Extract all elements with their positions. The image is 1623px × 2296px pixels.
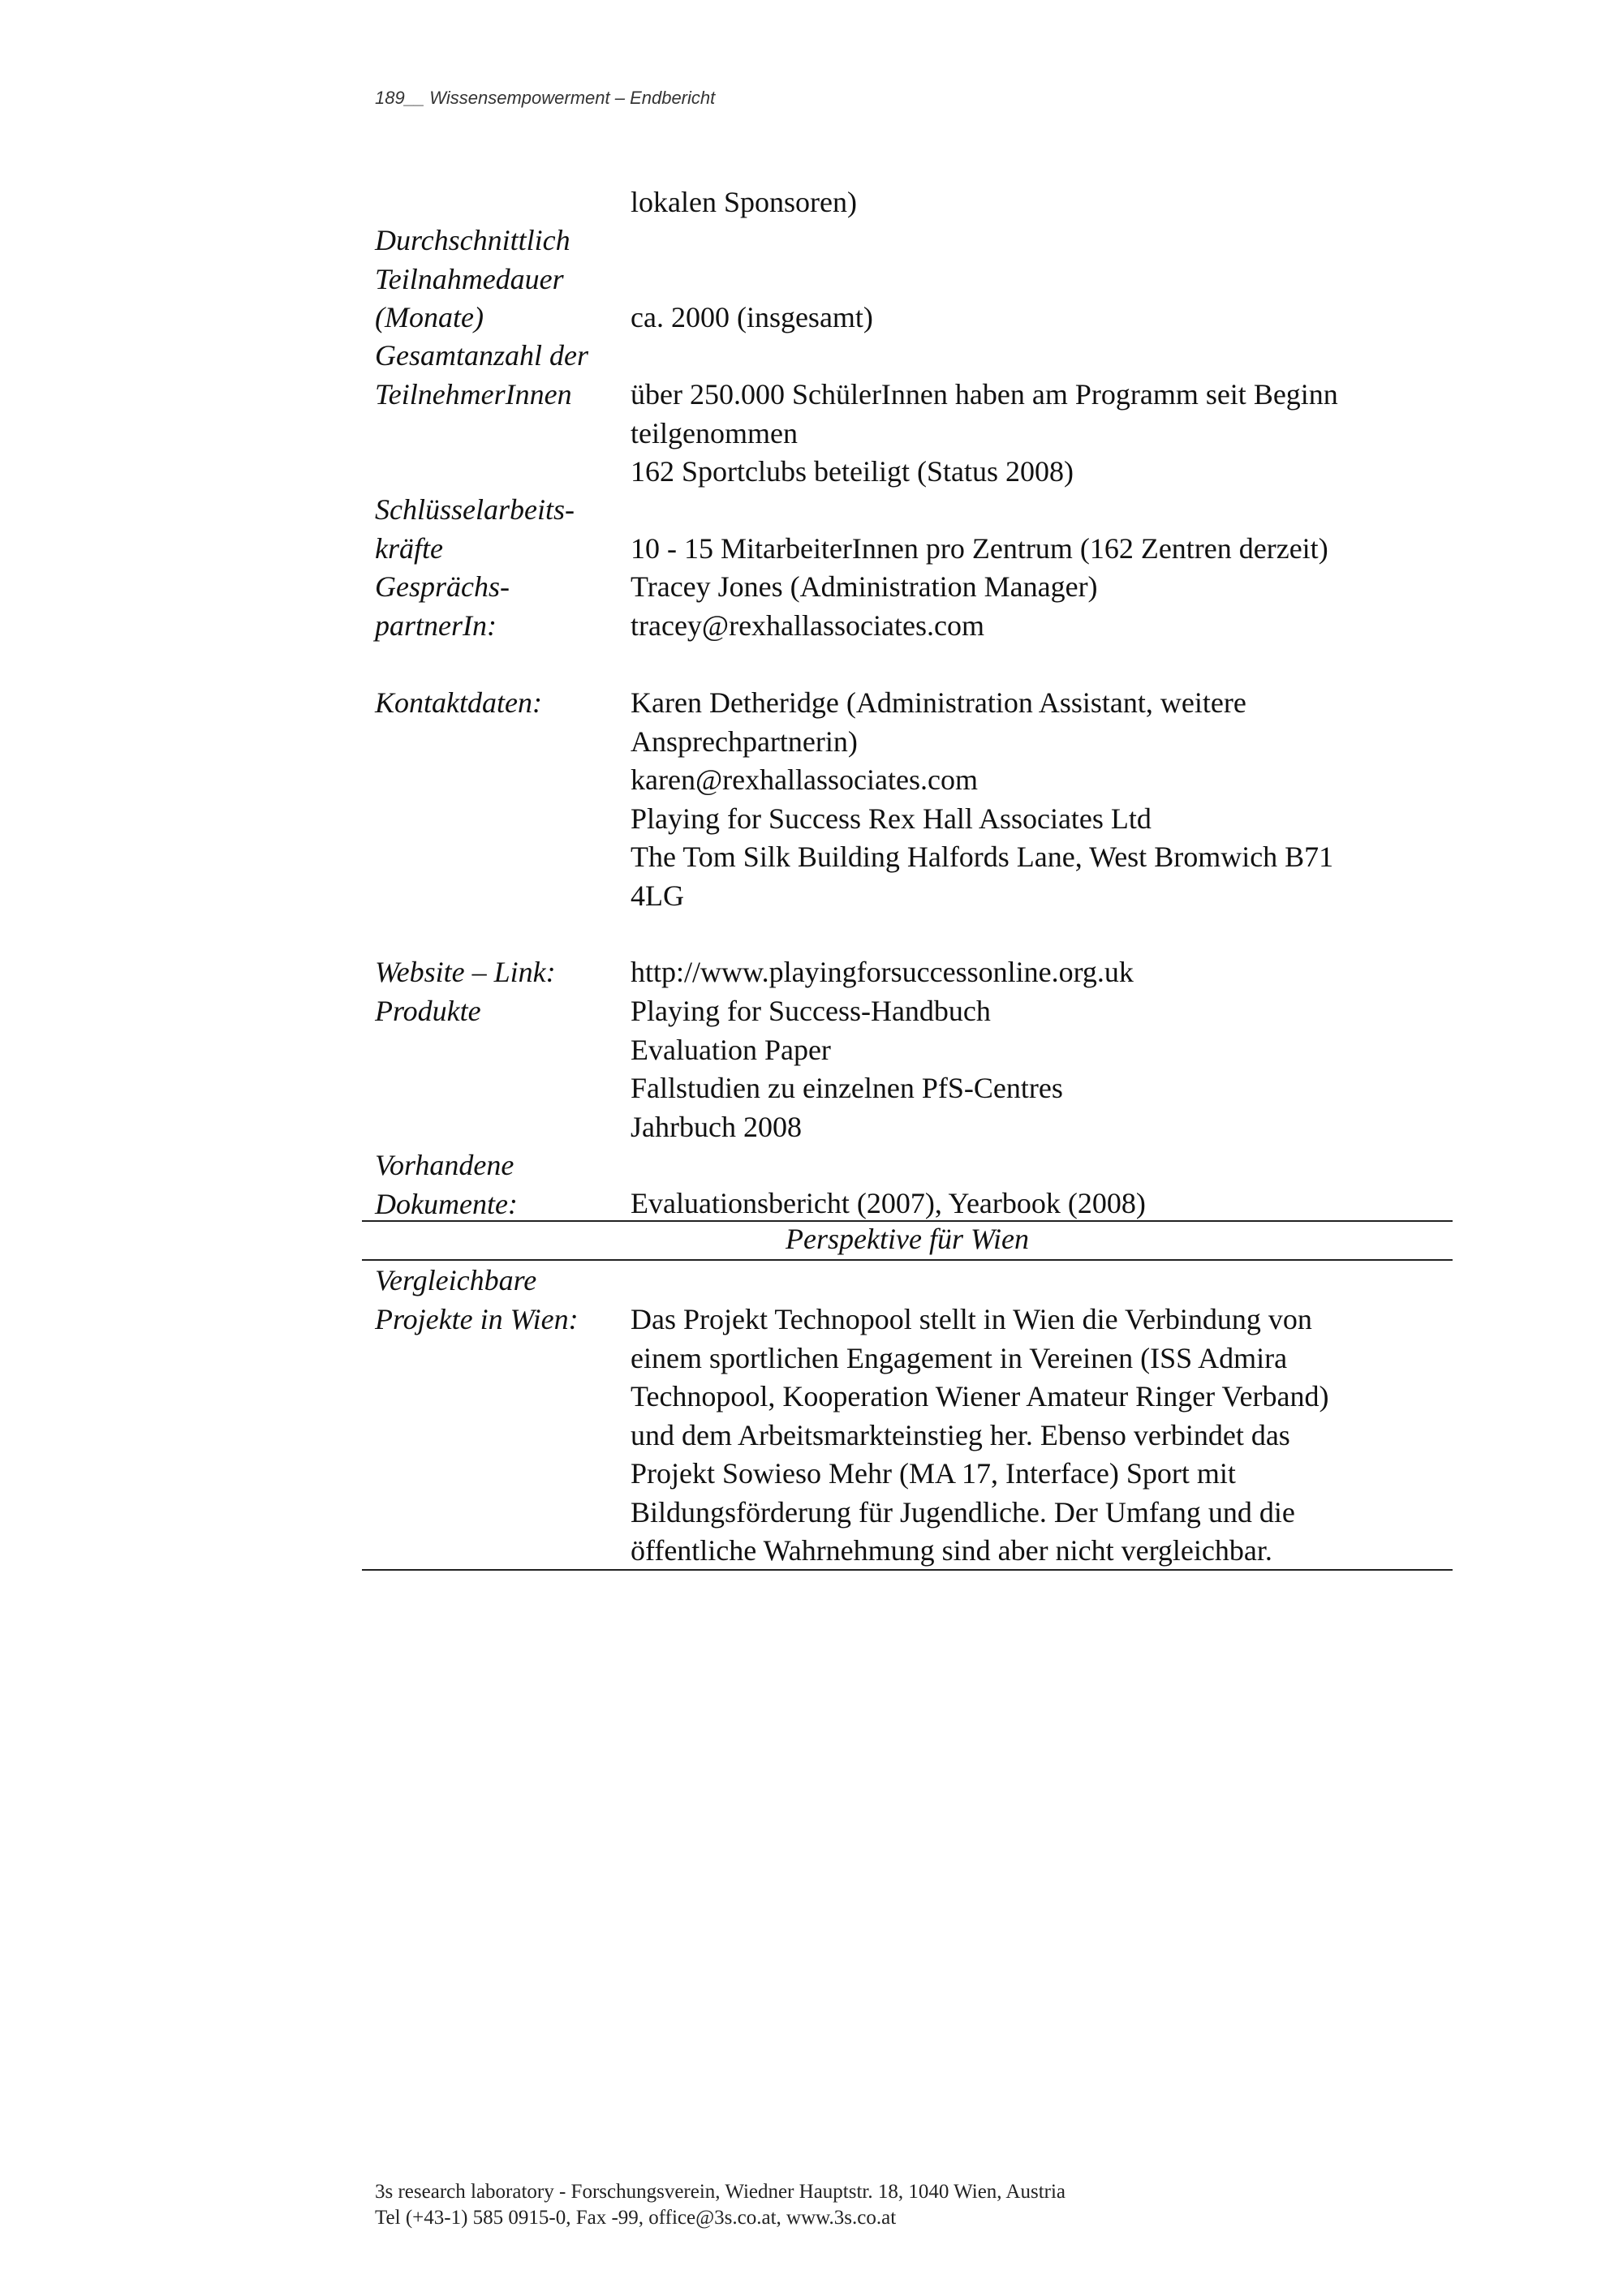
label-gespraechspartner: Gesprächs- partnerIn:	[375, 570, 510, 642]
section-title: Perspektive für Wien	[786, 1223, 1029, 1255]
label-website: Website – Link:	[375, 956, 556, 988]
value-durchschnitt: ca. 2000 (insgesamt)	[631, 301, 873, 333]
email-karen: karen@rexhallassociates.com	[631, 763, 978, 796]
website-link[interactable]: http://www.playingforsuccessonline.org.uk	[631, 956, 1134, 988]
label-produkte: Produkte	[375, 995, 481, 1027]
label-dokumente: Vorhandene Dokumente:	[375, 1149, 518, 1220]
value-gesamtanzahl: über 250.000 SchülerInnen haben am Programm seit Beginn teilgenommen 162 Sportclubs beteiligt (Status 2008)	[631, 378, 1338, 488]
table-rule-middle	[362, 1259, 1453, 1261]
footer-address: 3s research laboratory - Forschungsverein, Wiedner Hauptstr. 18, 1040 Wien, Austria	[375, 2181, 1066, 2203]
email-tracey: tracey@rexhallassociates.com	[631, 608, 984, 642]
label-schluesselarbeitskraefte: Schlüsselarbeits- kräfte	[375, 493, 575, 565]
page-header: 189__ Wissensempowerment – Endbericht	[375, 88, 716, 108]
value-website	[631, 953, 1410, 992]
footer-contact: Tel (+43-1) 585 0915-0, Fax -99, office@3s.co.at, www.3s.co.at	[375, 2207, 897, 2229]
table-rule-bottom	[362, 1569, 1453, 1571]
page-footer	[375, 2179, 1065, 2231]
label-durchschnitt: Durchschnittlich Teilnahmedauer (Monate)	[375, 224, 570, 333]
value-schluesselarbeitskraefte: 10 - 15 MitarbeiterInnen pro Zentrum (162 Zentren derzeit)	[631, 532, 1328, 565]
label-vergleichbare-projekte: Vergleichbare Projekte in Wien:	[375, 1264, 579, 1335]
value-gespraechspartner: Tracey Jones (Administration Manager) tracey@rexhallassociates.com	[631, 568, 1410, 645]
value-vergleichbare-projekte: Das Projekt Technopool stellt in Wien die Verbindung von einem sportlichen Engagement in Vereinen (ISS Admira Technopool, Kooperation Wiener Amateur Ringer Verband) und dem Arbeitsmarkteinstieg her. Ebenso verbindet das Projekt Sowieso Mehr (MA 17, Interface) Sport mit Bildungsförderung für Jugendliche. Der Umfang und die öffentliche Wahrnehmung sind aber nicht vergleichbar.	[631, 1303, 1329, 1567]
label-kontaktdaten: Kontaktdaten:	[375, 686, 542, 719]
label-gesamtanzahl: Gesamtanzahl der TeilnehmerInnen	[375, 339, 588, 411]
value-kontaktdaten: Karen Detheridge (Administration Assistant, weitere Ansprechpartnerin) karen@rexhallassociates.com Playing for Success Rex Hall Associates Ltd The Tom Silk Building Halfords Lane, West Bromwich B71 4LG	[631, 684, 1410, 915]
continued-value: lokalen Sponsoren)	[631, 186, 857, 218]
value-dokumente: Evaluationsbericht (2007), Yearbook (2008)	[631, 1187, 1146, 1219]
value-produkte: Playing for Success-Handbuch Evaluation Paper Fallstudien zu einzelnen PfS-Centres Jahrbuch 2008	[631, 995, 1063, 1143]
